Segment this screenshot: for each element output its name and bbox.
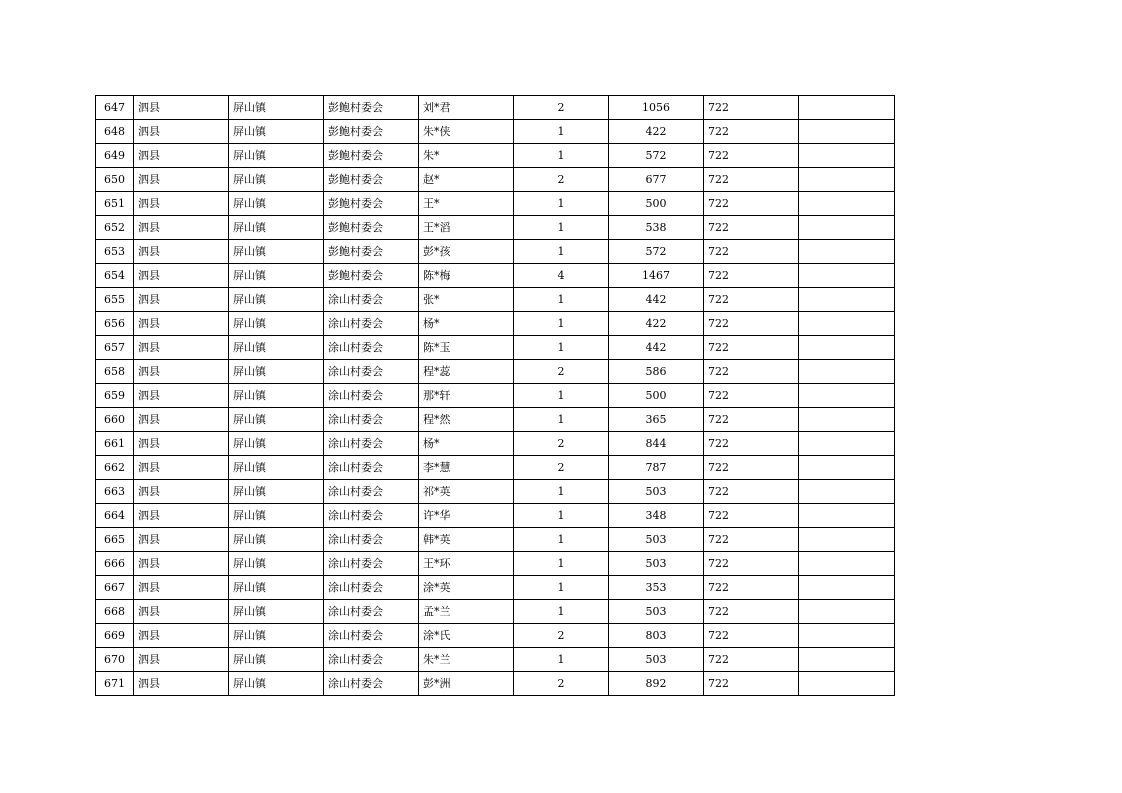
- remark-cell: [799, 144, 895, 168]
- table-row: [96, 672, 895, 696]
- amount-cell: 787: [609, 456, 704, 480]
- table-row: [96, 312, 895, 336]
- row-number: 657: [96, 336, 134, 360]
- name-cell: 赵*: [419, 168, 514, 192]
- town-cell: 屏山镇: [229, 672, 324, 696]
- village-cell: 涂山村委会: [324, 600, 419, 624]
- name-cell: 彭*洲: [419, 672, 514, 696]
- row-number: 669: [96, 624, 134, 648]
- remark-cell: [799, 480, 895, 504]
- name-cell: 杨*: [419, 432, 514, 456]
- household-size-cell: 4: [514, 264, 609, 288]
- standard-cell: 722: [704, 648, 799, 672]
- remark-cell: [799, 600, 895, 624]
- county-cell: 泗县: [134, 144, 229, 168]
- table-row: [96, 360, 895, 384]
- table-row: [96, 432, 895, 456]
- row-number: 662: [96, 456, 134, 480]
- county-cell: 泗县: [134, 216, 229, 240]
- amount-cell: 422: [609, 120, 704, 144]
- row-number: 651: [96, 192, 134, 216]
- village-cell: 涂山村委会: [324, 672, 419, 696]
- standard-cell: 722: [704, 480, 799, 504]
- amount-cell: 353: [609, 576, 704, 600]
- village-cell: 彭鲍村委会: [324, 96, 419, 120]
- name-cell: 涂*氏: [419, 624, 514, 648]
- remark-cell: [799, 240, 895, 264]
- county-cell: 泗县: [134, 528, 229, 552]
- county-cell: 泗县: [134, 120, 229, 144]
- name-cell: 孟*兰: [419, 600, 514, 624]
- table-row: [96, 480, 895, 504]
- table-body: [96, 96, 895, 696]
- county-cell: 泗县: [134, 504, 229, 528]
- name-cell: 杨*: [419, 312, 514, 336]
- name-cell: 朱*兰: [419, 648, 514, 672]
- standard-cell: 722: [704, 192, 799, 216]
- table-row: [96, 384, 895, 408]
- name-cell: 那*轩: [419, 384, 514, 408]
- county-cell: 泗县: [134, 384, 229, 408]
- village-cell: 涂山村委会: [324, 624, 419, 648]
- standard-cell: 722: [704, 312, 799, 336]
- name-cell: 程*然: [419, 408, 514, 432]
- standard-cell: 722: [704, 264, 799, 288]
- county-cell: 泗县: [134, 240, 229, 264]
- village-cell: 涂山村委会: [324, 648, 419, 672]
- name-cell: 彭*孩: [419, 240, 514, 264]
- village-cell: 涂山村委会: [324, 336, 419, 360]
- household-size-cell: 1: [514, 480, 609, 504]
- standard-cell: 722: [704, 528, 799, 552]
- town-cell: 屏山镇: [229, 480, 324, 504]
- household-size-cell: 2: [514, 456, 609, 480]
- remark-cell: [799, 192, 895, 216]
- row-number: 663: [96, 480, 134, 504]
- remark-cell: [799, 312, 895, 336]
- town-cell: 屏山镇: [229, 456, 324, 480]
- county-cell: 泗县: [134, 480, 229, 504]
- town-cell: 屏山镇: [229, 288, 324, 312]
- standard-cell: 722: [704, 240, 799, 264]
- town-cell: 屏山镇: [229, 576, 324, 600]
- row-number: 668: [96, 600, 134, 624]
- town-cell: 屏山镇: [229, 504, 324, 528]
- name-cell: 朱*侠: [419, 120, 514, 144]
- county-cell: 泗县: [134, 168, 229, 192]
- row-number: 659: [96, 384, 134, 408]
- amount-cell: 803: [609, 624, 704, 648]
- remark-cell: [799, 456, 895, 480]
- household-size-cell: 1: [514, 504, 609, 528]
- table-row: [96, 648, 895, 672]
- table-row: [96, 120, 895, 144]
- amount-cell: 422: [609, 312, 704, 336]
- household-size-cell: 1: [514, 192, 609, 216]
- row-number: 667: [96, 576, 134, 600]
- remark-cell: [799, 288, 895, 312]
- standard-cell: 722: [704, 504, 799, 528]
- table-row: [96, 192, 895, 216]
- amount-cell: 503: [609, 600, 704, 624]
- county-cell: 泗县: [134, 432, 229, 456]
- name-cell: 陈*玉: [419, 336, 514, 360]
- table-row: [96, 456, 895, 480]
- household-size-cell: 1: [514, 120, 609, 144]
- town-cell: 屏山镇: [229, 312, 324, 336]
- county-cell: 泗县: [134, 288, 229, 312]
- row-number: 666: [96, 552, 134, 576]
- table-row: [96, 144, 895, 168]
- remark-cell: [799, 96, 895, 120]
- remark-cell: [799, 528, 895, 552]
- row-number: 652: [96, 216, 134, 240]
- table-row: [96, 600, 895, 624]
- amount-cell: 538: [609, 216, 704, 240]
- amount-cell: 586: [609, 360, 704, 384]
- table-row: [96, 264, 895, 288]
- standard-cell: 722: [704, 672, 799, 696]
- town-cell: 屏山镇: [229, 624, 324, 648]
- name-cell: 李*慧: [419, 456, 514, 480]
- remark-cell: [799, 648, 895, 672]
- town-cell: 屏山镇: [229, 168, 324, 192]
- town-cell: 屏山镇: [229, 552, 324, 576]
- town-cell: 屏山镇: [229, 336, 324, 360]
- name-cell: 许*华: [419, 504, 514, 528]
- standard-cell: 722: [704, 384, 799, 408]
- household-size-cell: 1: [514, 576, 609, 600]
- remark-cell: [799, 504, 895, 528]
- amount-cell: 442: [609, 288, 704, 312]
- household-size-cell: 1: [514, 216, 609, 240]
- row-number: 648: [96, 120, 134, 144]
- table-row: [96, 576, 895, 600]
- table-row: [96, 408, 895, 432]
- standard-cell: 722: [704, 336, 799, 360]
- row-number: 654: [96, 264, 134, 288]
- name-cell: 程*蕊: [419, 360, 514, 384]
- table-row: [96, 288, 895, 312]
- standard-cell: 722: [704, 432, 799, 456]
- town-cell: 屏山镇: [229, 360, 324, 384]
- table-row: [96, 624, 895, 648]
- name-cell: 涂*英: [419, 576, 514, 600]
- standard-cell: 722: [704, 408, 799, 432]
- village-cell: 涂山村委会: [324, 504, 419, 528]
- table-row: [96, 168, 895, 192]
- row-number: 658: [96, 360, 134, 384]
- name-cell: 王*滔: [419, 216, 514, 240]
- row-number: 655: [96, 288, 134, 312]
- amount-cell: 844: [609, 432, 704, 456]
- remark-cell: [799, 360, 895, 384]
- county-cell: 泗县: [134, 192, 229, 216]
- standard-cell: 722: [704, 168, 799, 192]
- village-cell: 涂山村委会: [324, 456, 419, 480]
- table-row: [96, 96, 895, 120]
- amount-cell: 348: [609, 504, 704, 528]
- name-cell: 王*环: [419, 552, 514, 576]
- standard-cell: 722: [704, 624, 799, 648]
- standard-cell: 722: [704, 216, 799, 240]
- table-row: [96, 528, 895, 552]
- village-cell: 彭鲍村委会: [324, 192, 419, 216]
- row-number: 661: [96, 432, 134, 456]
- amount-cell: 503: [609, 528, 704, 552]
- town-cell: 屏山镇: [229, 648, 324, 672]
- remark-cell: [799, 384, 895, 408]
- village-cell: 彭鲍村委会: [324, 168, 419, 192]
- remark-cell: [799, 408, 895, 432]
- county-cell: 泗县: [134, 624, 229, 648]
- standard-cell: 722: [704, 120, 799, 144]
- amount-cell: 442: [609, 336, 704, 360]
- row-number: 653: [96, 240, 134, 264]
- remark-cell: [799, 432, 895, 456]
- name-cell: 韩*英: [419, 528, 514, 552]
- county-cell: 泗县: [134, 456, 229, 480]
- standard-cell: 722: [704, 552, 799, 576]
- county-cell: 泗县: [134, 360, 229, 384]
- village-cell: 涂山村委会: [324, 480, 419, 504]
- remark-cell: [799, 336, 895, 360]
- county-cell: 泗县: [134, 312, 229, 336]
- town-cell: 屏山镇: [229, 432, 324, 456]
- amount-cell: 892: [609, 672, 704, 696]
- row-number: 671: [96, 672, 134, 696]
- row-number: 647: [96, 96, 134, 120]
- town-cell: 屏山镇: [229, 144, 324, 168]
- name-cell: 张*: [419, 288, 514, 312]
- row-number: 660: [96, 408, 134, 432]
- remark-cell: [799, 576, 895, 600]
- town-cell: 屏山镇: [229, 600, 324, 624]
- village-cell: 涂山村委会: [324, 288, 419, 312]
- town-cell: 屏山镇: [229, 528, 324, 552]
- amount-cell: 572: [609, 144, 704, 168]
- remark-cell: [799, 672, 895, 696]
- village-cell: 涂山村委会: [324, 408, 419, 432]
- village-cell: 彭鲍村委会: [324, 216, 419, 240]
- amount-cell: 572: [609, 240, 704, 264]
- name-cell: 王*: [419, 192, 514, 216]
- town-cell: 屏山镇: [229, 240, 324, 264]
- county-cell: 泗县: [134, 96, 229, 120]
- row-number: 656: [96, 312, 134, 336]
- table-row: [96, 336, 895, 360]
- county-cell: 泗县: [134, 552, 229, 576]
- village-cell: 涂山村委会: [324, 528, 419, 552]
- row-number: 649: [96, 144, 134, 168]
- standard-cell: 722: [704, 360, 799, 384]
- remark-cell: [799, 264, 895, 288]
- county-cell: 泗县: [134, 648, 229, 672]
- table-row: [96, 552, 895, 576]
- household-size-cell: 2: [514, 672, 609, 696]
- county-cell: 泗县: [134, 576, 229, 600]
- town-cell: 屏山镇: [229, 216, 324, 240]
- table-row: [96, 504, 895, 528]
- amount-cell: 503: [609, 648, 704, 672]
- row-number: 650: [96, 168, 134, 192]
- data-table: [95, 95, 895, 696]
- county-cell: 泗县: [134, 600, 229, 624]
- village-cell: 彭鲍村委会: [324, 240, 419, 264]
- amount-cell: 503: [609, 480, 704, 504]
- village-cell: 涂山村委会: [324, 552, 419, 576]
- village-cell: 彭鲍村委会: [324, 120, 419, 144]
- county-cell: 泗县: [134, 336, 229, 360]
- standard-cell: 722: [704, 144, 799, 168]
- village-cell: 涂山村委会: [324, 360, 419, 384]
- village-cell: 涂山村委会: [324, 384, 419, 408]
- household-size-cell: 1: [514, 312, 609, 336]
- town-cell: 屏山镇: [229, 384, 324, 408]
- name-cell: 朱*: [419, 144, 514, 168]
- town-cell: 屏山镇: [229, 192, 324, 216]
- amount-cell: 503: [609, 552, 704, 576]
- village-cell: 彭鲍村委会: [324, 264, 419, 288]
- household-size-cell: 1: [514, 288, 609, 312]
- village-cell: 涂山村委会: [324, 576, 419, 600]
- household-size-cell: 1: [514, 408, 609, 432]
- household-size-cell: 2: [514, 624, 609, 648]
- household-size-cell: 2: [514, 96, 609, 120]
- remark-cell: [799, 168, 895, 192]
- household-size-cell: 2: [514, 432, 609, 456]
- amount-cell: 1056: [609, 96, 704, 120]
- county-cell: 泗县: [134, 408, 229, 432]
- standard-cell: 722: [704, 288, 799, 312]
- village-cell: 涂山村委会: [324, 312, 419, 336]
- town-cell: 屏山镇: [229, 408, 324, 432]
- remark-cell: [799, 624, 895, 648]
- village-cell: 涂山村委会: [324, 432, 419, 456]
- household-size-cell: 1: [514, 528, 609, 552]
- household-size-cell: 1: [514, 240, 609, 264]
- household-size-cell: 1: [514, 600, 609, 624]
- row-number: 665: [96, 528, 134, 552]
- household-size-cell: 1: [514, 144, 609, 168]
- name-cell: 祁*英: [419, 480, 514, 504]
- household-size-cell: 2: [514, 168, 609, 192]
- town-cell: 屏山镇: [229, 264, 324, 288]
- standard-cell: 722: [704, 600, 799, 624]
- amount-cell: 500: [609, 384, 704, 408]
- remark-cell: [799, 216, 895, 240]
- county-cell: 泗县: [134, 672, 229, 696]
- household-size-cell: 1: [514, 552, 609, 576]
- name-cell: 刘*君: [419, 96, 514, 120]
- standard-cell: 722: [704, 576, 799, 600]
- standard-cell: 722: [704, 96, 799, 120]
- name-cell: 陈*梅: [419, 264, 514, 288]
- town-cell: 屏山镇: [229, 120, 324, 144]
- row-number: 664: [96, 504, 134, 528]
- amount-cell: 1467: [609, 264, 704, 288]
- household-size-cell: 1: [514, 384, 609, 408]
- household-size-cell: 1: [514, 336, 609, 360]
- amount-cell: 500: [609, 192, 704, 216]
- table-row: [96, 216, 895, 240]
- table-row: [96, 240, 895, 264]
- household-size-cell: 2: [514, 360, 609, 384]
- amount-cell: 365: [609, 408, 704, 432]
- standard-cell: 722: [704, 456, 799, 480]
- village-cell: 彭鲍村委会: [324, 144, 419, 168]
- row-number: 670: [96, 648, 134, 672]
- amount-cell: 677: [609, 168, 704, 192]
- remark-cell: [799, 120, 895, 144]
- county-cell: 泗县: [134, 264, 229, 288]
- town-cell: 屏山镇: [229, 96, 324, 120]
- household-size-cell: 1: [514, 648, 609, 672]
- remark-cell: [799, 552, 895, 576]
